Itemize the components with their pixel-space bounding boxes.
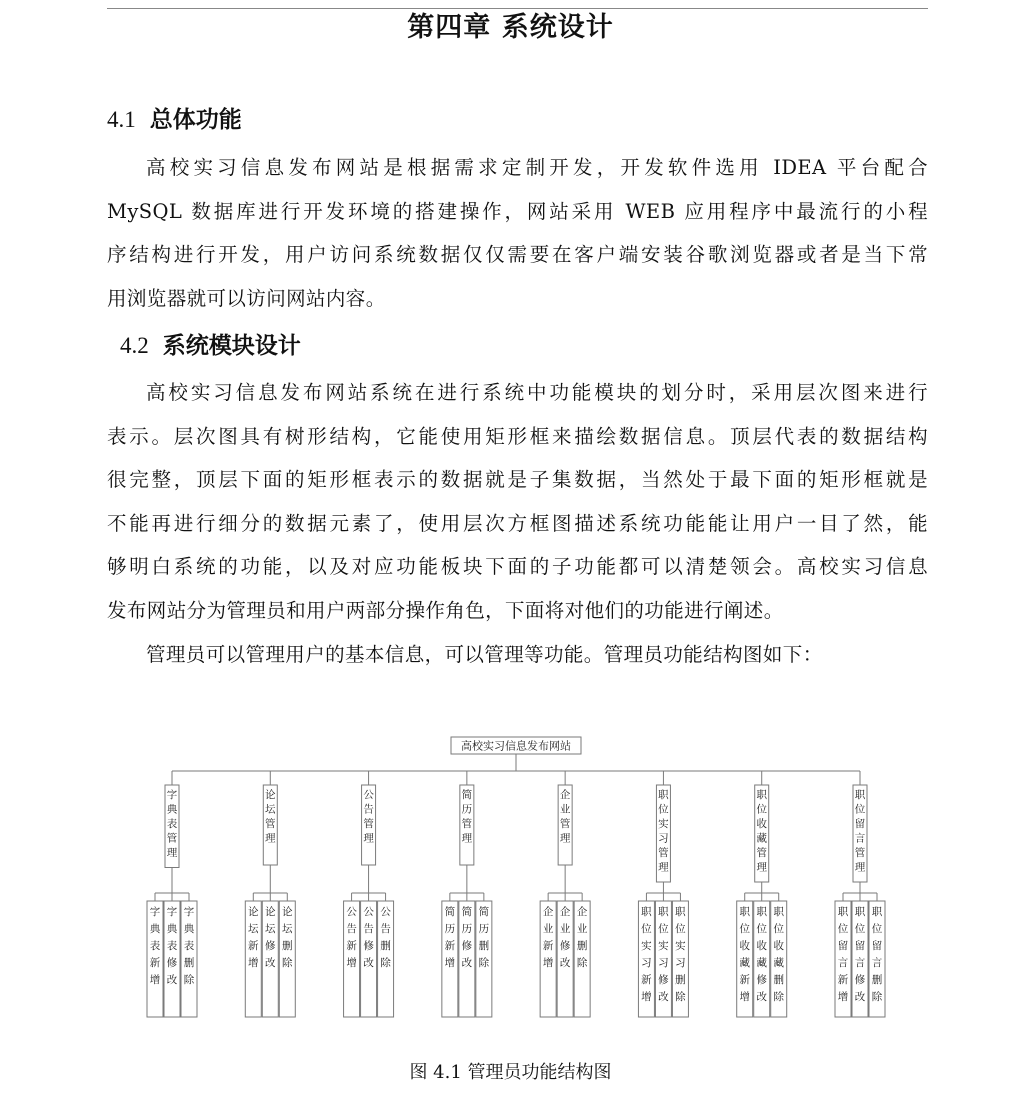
header-rule (107, 8, 928, 9)
section-heading-4-1 (107, 104, 242, 136)
text-line: 表示。层次图具有树形结构，它能使用矩形框来描绘数据信息。顶层代表的数据结构 (107, 424, 928, 448)
figure-caption: 图 4.1 管理员功能结构图 (409, 1062, 612, 1083)
root-node-label: 高校实习信息发布网站 (461, 739, 571, 753)
child-node-label: 职位留言删除 (871, 906, 883, 1003)
child-node-label: 论坛新增 (248, 906, 259, 969)
module-node-label: 字典表管理 (166, 789, 178, 859)
text-line: 用浏览器就可以访问网站内容。 (107, 286, 386, 310)
child-node-label: 企业修改 (559, 906, 571, 969)
section-number: 4.2 (120, 333, 149, 358)
module-node-label: 论坛管理 (265, 789, 276, 845)
child-node-label: 字典表修改 (166, 906, 178, 986)
child-node-label: 企业删除 (576, 906, 588, 969)
text-line: 序结构进行开发，用户访问系统数据仅仅需要在客户端安装谷歌浏览器或者是当下常 (107, 243, 928, 266)
text-line: 高校实习信息发布网站是根据需求定制开发，开发软件选用 IDEA 平台配合 (146, 156, 928, 179)
module-node-label: 企业管理 (559, 789, 571, 845)
text-line: 高校实习信息发布网站系统在进行系统中功能模块的划分时，采用层次图来进行 (146, 381, 928, 404)
child-node-label: 职位实习删除 (675, 906, 686, 1003)
child-node-label: 论坛删除 (282, 906, 293, 969)
text-line: 不能再进行细分的数据元素了，使用层次方框图描述系统功能能让用户一目了然，能 (107, 511, 928, 535)
section-number: 4.1 (107, 107, 136, 132)
child-node-label: 简历修改 (461, 906, 473, 969)
child-node-label: 字典表新增 (149, 906, 161, 986)
child-node-label: 职位实习修改 (658, 906, 669, 1003)
text-line: 发布网站分为管理员和用户两部分操作角色，下面将对他们的功能进行阐述。 (107, 598, 784, 622)
child-node-label: 企业新增 (542, 906, 554, 969)
text-line: 很完整，顶层下面的矩形框表示的数据就是子集数据，当然处于最下面的矩形框就是 (107, 468, 928, 491)
admin-function-structure-diagram (0, 725, 1021, 1055)
child-node-label: 字典表删除 (183, 906, 195, 986)
child-node-label: 职位实习新增 (641, 906, 652, 1003)
section-title: 系统模块设计 (162, 333, 301, 359)
section-title: 总体功能 (149, 107, 242, 133)
module-node-label: 简历管理 (461, 789, 473, 845)
child-node-label: 职位收藏新增 (739, 906, 750, 1003)
module-node-label: 公告管理 (363, 789, 374, 845)
paragraph-admin-intro (107, 633, 928, 677)
child-node-label: 公告修改 (363, 906, 374, 969)
child-node-label: 职位留言修改 (854, 906, 866, 1003)
text-line: 够明白系统的功能，以及对应功能板块下面的子功能都可以清楚领会。高校实习信息 (107, 555, 928, 578)
child-node-label: 职位收藏修改 (756, 906, 767, 1003)
text-line: 管理员可以管理用户的基本信息，可以管理等功能。管理员功能结构图如下： (146, 643, 823, 666)
child-node-label: 简历新增 (444, 906, 456, 969)
module-node-label: 职位收藏管理 (756, 789, 767, 874)
child-node-label: 职位收藏删除 (773, 906, 784, 1003)
child-node-label: 职位留言新增 (837, 906, 849, 1003)
module-node-label: 职位留言管理 (854, 789, 866, 874)
child-node-label: 简历删除 (478, 906, 490, 969)
child-node-label: 公告新增 (346, 906, 357, 969)
paragraph-module-design (107, 371, 928, 632)
paragraph-overview (107, 146, 928, 320)
child-node-label: 论坛修改 (265, 906, 276, 969)
chapter-title: 第四章 系统设计 (407, 12, 614, 43)
child-node-label: 公告删除 (380, 906, 391, 969)
text-line: MySQL 数据库进行开发环境的搭建操作，网站采用 WEB 应用程序中最流行的小程 (107, 199, 928, 223)
module-node-label: 职位实习管理 (658, 789, 669, 874)
section-heading-4-2 (120, 330, 301, 362)
